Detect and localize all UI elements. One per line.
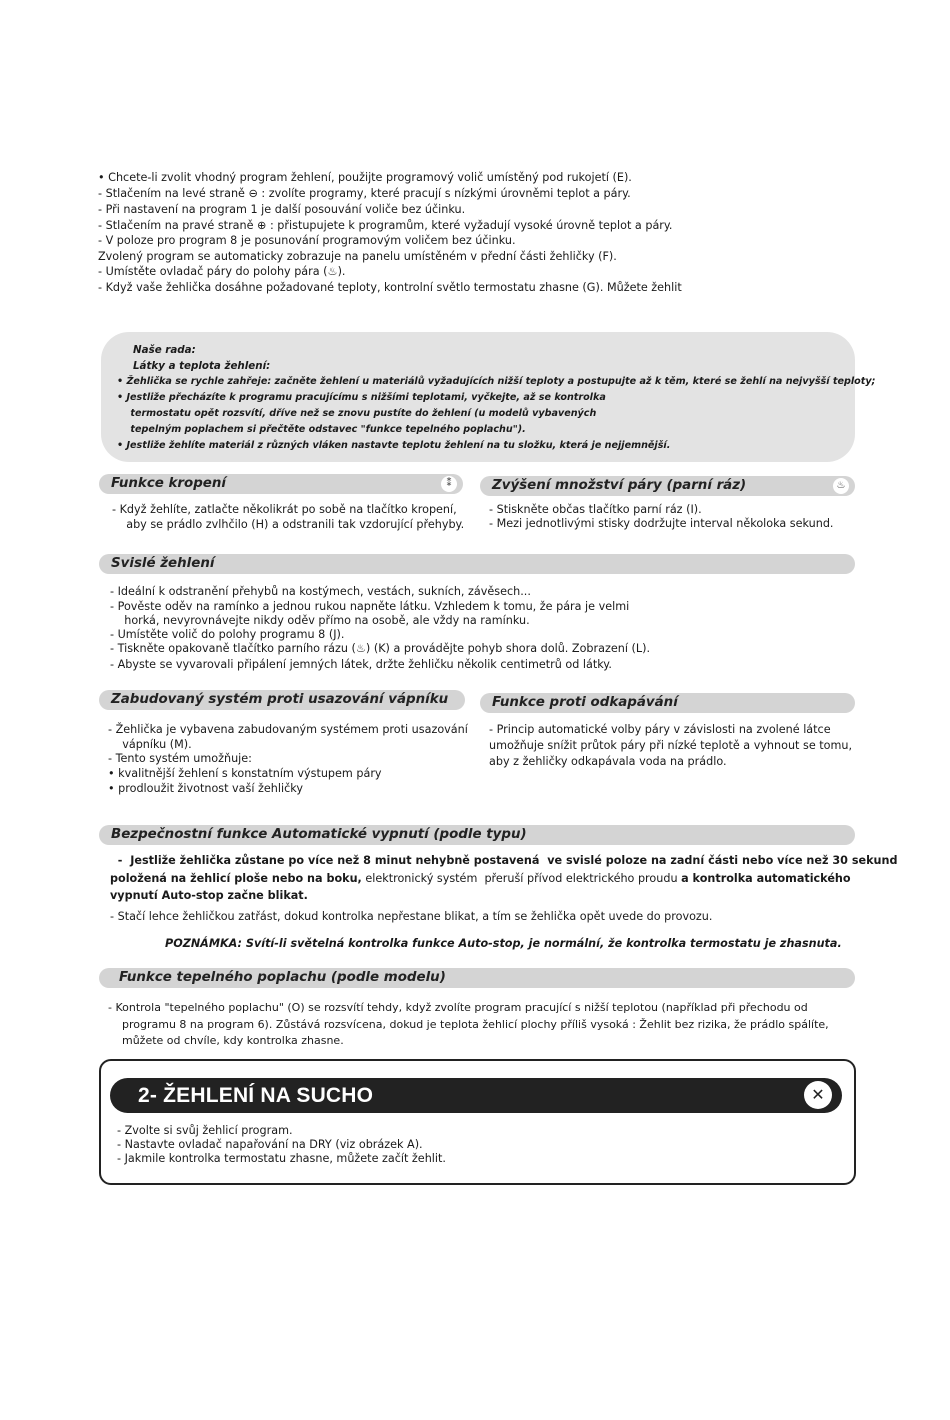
tip-title: Naše rada: <box>133 344 196 356</box>
anticalc-line: • prodloužit životnost vaší žehličky <box>108 782 303 795</box>
dry-line: - Jakmile kontrolka termostatu zhasne, můžete začít žehlit. <box>117 1152 446 1165</box>
dry-line: - Nastavte ovladač napařování na DRY (viz obrázek A). <box>117 1138 423 1151</box>
section-header-anticalc <box>99 690 465 710</box>
section-header-antidrip <box>480 693 855 713</box>
anticalc-line: - Žehlička je vybavena zabudovaným systémem proti usazování <box>108 723 468 736</box>
alarm-line: programu 8 na program 6). Zůstává rozsvícena, dokud je teplota žehlicí plochy příliš vysoká : Žehlit bez rizika, že prádlo spálíte, <box>108 1018 829 1031</box>
spray-line: aby se prádlo zvlhčilo (H) a odstranili tak vzdorující přehyby. <box>112 518 465 531</box>
antidrip-line: aby z žehličky odkapávala voda na prádlo. <box>489 755 727 768</box>
vertical-line: - Umístěte volič do polohy programu 8 (J). <box>110 628 345 641</box>
vertical-line: - Abyste se vyvarovali připálení jemných látek, držte žehličku několik centimetrů od látky. <box>110 658 612 671</box>
safety-text-bold: položená na žehlicí ploše nebo na boku, <box>110 872 362 885</box>
safety-text-bold: a kontrolka automatického <box>681 872 851 885</box>
dry-ironing-header <box>110 1078 842 1113</box>
steam-burst-icon: ♨ <box>833 478 849 494</box>
intro-line: - V poloze pro program 8 je posunování programovým voličem bez účinku. <box>98 234 516 247</box>
boost-line: - Stiskněte občas tlačítko parní ráz (I). <box>489 503 702 516</box>
safety-text: elektronický systém přeruší přívod elektrického proudu <box>361 872 682 885</box>
alarm-line: můžete od chvíle, kdy kontrolka zhasne. <box>108 1034 344 1047</box>
intro-line: - Při nastavení na program 1 je další posouvání voliče bez účinku. <box>98 203 466 216</box>
safety-paragraph-2: - Stačí lehce žehličkou zatřást, dokud kontrolka nepřestane blikat, a tím se žehlička opět uvede do provozu. <box>110 910 713 923</box>
safety-note: POZNÁMKA: Svítí-li světelná kontrolka funkce Auto-stop, je normální, že kontrolka termostatu je zhasnuta. <box>165 937 842 950</box>
anticalc-line: vápníku (M). <box>108 738 192 751</box>
no-steam-icon: ✕ <box>804 1081 832 1109</box>
dry-ironing-title: 2- ŽEHLENÍ NA SUCHO <box>138 1084 374 1107</box>
section-header-vertical <box>99 554 855 574</box>
intro-line: • Chcete-li zvolit vhodný program žehlení, použijte programový volič umístěný pod rukojetí (E). <box>98 171 632 184</box>
section-title: Zabudovaný systém proti usazování vápníku <box>111 692 449 707</box>
safety-paragraph-1b <box>110 872 851 885</box>
section-header-safety <box>99 825 855 845</box>
intro-line: - Stlačením na levé straně ⊖ : zvolíte programy, které pracují s nízkými úrovněmi teplot a páry. <box>98 187 631 200</box>
section-title: Funkce tepelného poplachu (podle modelu) <box>119 970 446 985</box>
tip-line: • Jestliže přecházíte k programu pracujícímu s nižšími teplotami, vyčkejte, až se kontrolka <box>117 392 606 403</box>
spray-line: - Když žehlíte, zatlačte několikrát po sobě na tlačítko kropení, <box>112 503 457 516</box>
tip-line: • Žehlička se rychle zahřeje: začněte žehlení u materiálů vyžadujících nižší teploty a postupujte až k těm, které se žehlí na nejvyšší teploty; <box>117 376 876 387</box>
section-title: Funkce proti odkapávání <box>492 695 678 710</box>
section-header-spray <box>99 474 463 494</box>
safety-paragraph-1a: - Jestliže žehlička zůstane po více než 8 minut nehybně postavená ve svislé poloze na zadní části nebo více než 30 sekund <box>110 854 898 867</box>
tip-line: termostatu opět rozsvítí, dříve než se znovu pustíte do žehlení (u modelů vybavených <box>117 408 597 419</box>
dry-line: - Zvolte si svůj žehlicí program. <box>117 1124 293 1137</box>
tip-line: • Jestliže žehlíte materiál z různých vláken nastavte teplotu žehlení na tu složku, která je nejjemnější. <box>117 440 671 451</box>
tip-subtitle: Látky a teplota žehlení: <box>133 360 271 372</box>
section-title: Bezpečnostní funkce Automatické vypnutí (podle typu) <box>111 827 527 842</box>
safety-paragraph-1c: vypnutí Auto-stop začne blikat. <box>110 889 308 902</box>
anticalc-line: - Tento systém umožňuje: <box>108 752 252 765</box>
spray-icon: ⁑ <box>441 476 457 492</box>
vertical-line: - Tiskněte opakovaně tlačítko parního rázu (♨) (K) a provádějte pohyb shora dolů. Zobrazení (L). <box>110 642 651 655</box>
vertical-line: - Ideální k odstranění přehybů na kostýmech, vestách, sukních, závěsech... <box>110 585 531 598</box>
tip-line: tepelným poplachem si přečtěte odstavec "funkce tepelného poplachu"). <box>117 424 526 435</box>
intro-line: - Když vaše žehlička dosáhne požadované teploty, kontrolní světlo termostatu zhasne (G). Můžete žehlit <box>98 281 682 294</box>
vertical-line: horká, nevyrovnávejte nikdy oděv přímo na osobě, ale vždy na ramínku. <box>110 614 530 627</box>
section-title: Zvýšení množství páry (parní ráz) <box>492 478 747 493</box>
anticalc-line: • kvalitnější žehlení s konstatním výstupem páry <box>108 767 382 780</box>
intro-line: Zvolený program se automaticky zobrazuje na panelu umístěném v přední části žehličky (F). <box>98 250 617 263</box>
section-header-thermal-alarm <box>99 968 855 988</box>
antidrip-line: - Princip automatické volby páry v závislosti na zvolené látce <box>489 723 831 736</box>
section-title: Svislé žehlení <box>111 556 215 571</box>
intro-line: - Stlačením na pravé straně ⊕ : přistupujete k programům, které vyžadují vysoké úrovně teplot a páry. <box>98 219 673 232</box>
alarm-line: - Kontrola "tepelného poplachu" (O) se rozsvítí tehdy, když zvolíte program pracující s nižší teplotou (například při přechodu od <box>108 1001 808 1014</box>
intro-line: - Umístěte ovladač páry do polohy pára (♨). <box>98 265 346 278</box>
section-title: Funkce kropení <box>111 476 227 491</box>
antidrip-line: umožňuje snížit průtok páry při nízké teplotě a vyhnout se tomu, <box>489 739 853 752</box>
vertical-line: - Pověste oděv na ramínko a jednou rukou napněte látku. Vzhledem k tomu, že pára je velmi <box>110 600 630 613</box>
section-header-steam-boost <box>480 476 855 496</box>
boost-line: - Mezi jednotlivými stisky dodržujte interval několoka sekund. <box>489 517 834 530</box>
